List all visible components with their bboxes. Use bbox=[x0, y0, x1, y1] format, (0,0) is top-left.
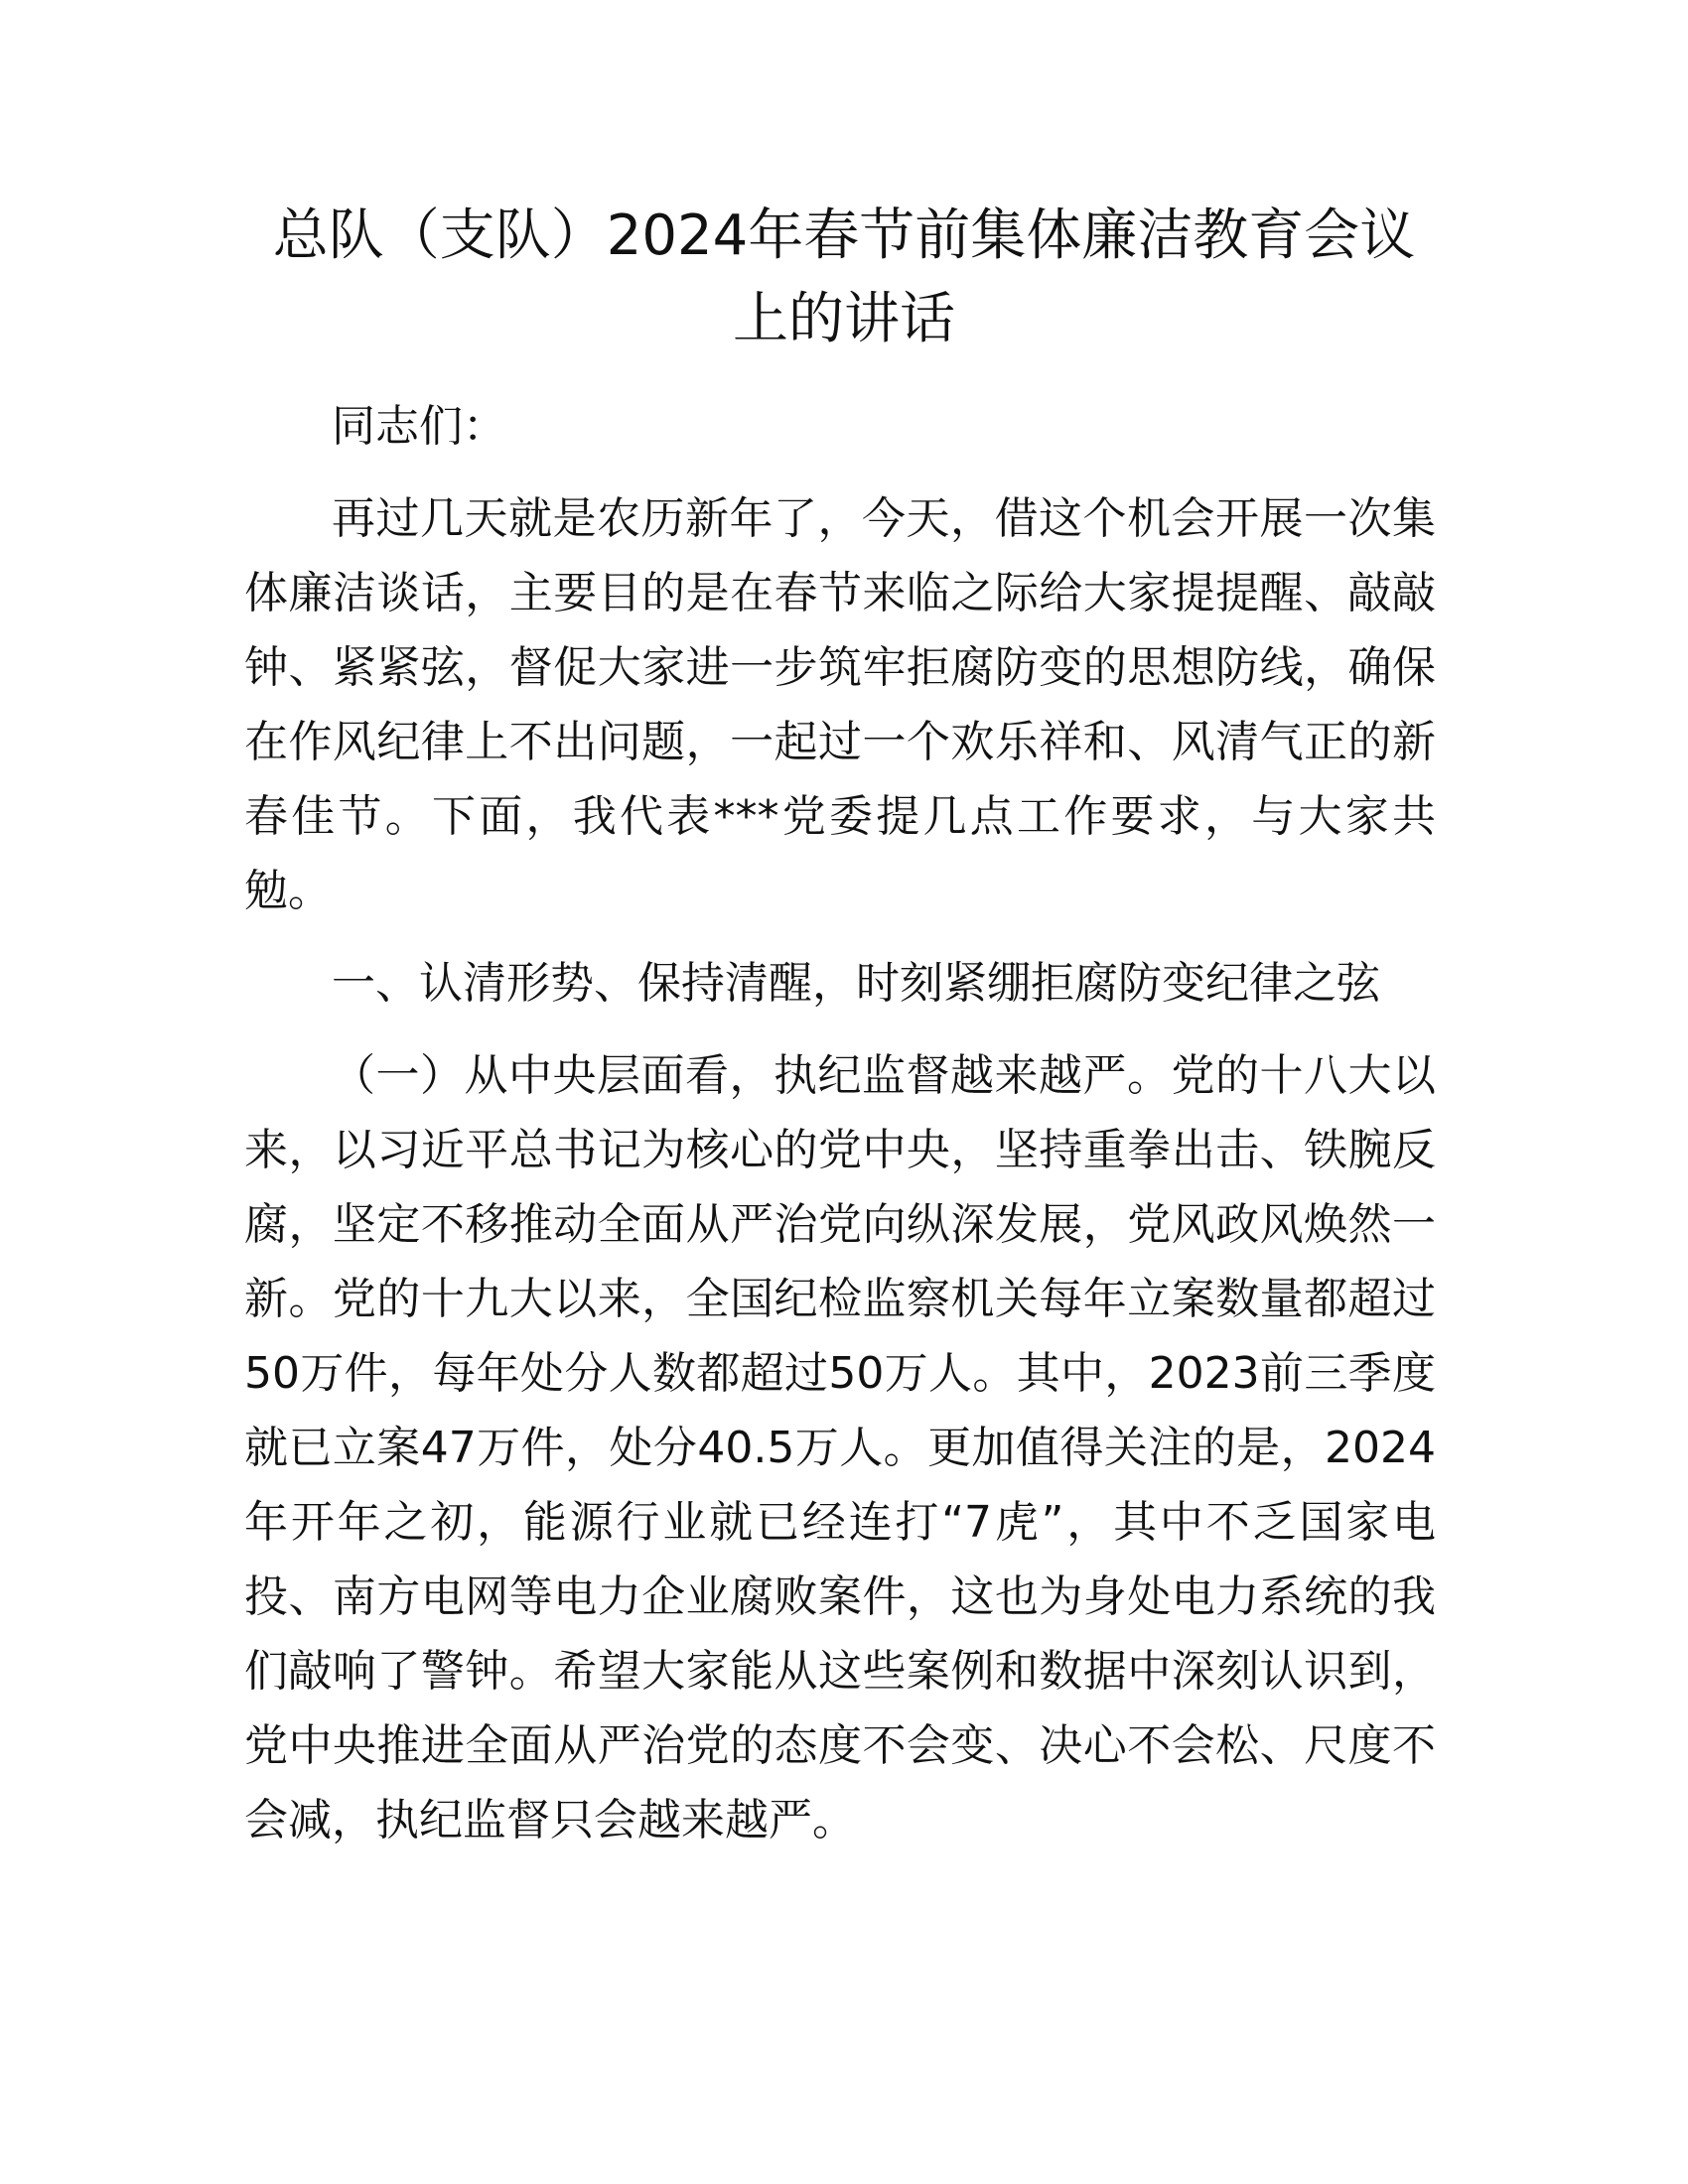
document-title bbox=[238, 195, 1450, 361]
section-heading-1: 一、认清形势、保持清醒，时刻紧绷拒腐防变纪律之弦 bbox=[332, 958, 1380, 1009]
paragraph-intro: 再过几天就是农历新年了，今天，借这个机会开展一次集体廉洁谈话，主要目的是在春节来临之际给大家提提醒、敲敲钟、紧紧弦，督促大家进一步筑牢拒腐防变的思想防线，确保在作风纪律上不出问题，一起过一个欢乐祥和、风清气正的新春佳节。下面，我代表***党委提几点工作要求，与大家共勉。 bbox=[244, 493, 1436, 916]
paragraph-1-1: （一）从中央层面看，执纪监督越来越严。党的十八大以来，以习近平总书记为核心的党中央，坚持重拳出击、铁腕反腐，坚定不移推动全面从严治党向纵深发展，党风政风焕然一新。党的十九大以来，全国纪检监察机关每年立案数量都超过50万件，每年处分人数都超过50万人。其中，2023前三季度就已立案47万件，处分40.5万人。更加值得关注的是，2024年开年之初，能源行业就已经连打“7虎”，其中不乏国家电投、南方电网等电力企业腐败案件，这也为身处电力系统的我们敲响了警钟。希望大家能从这些案例和数据中深刻认识到，党中央推进全面从严治党的态度不会变、决心不会松、尺度不会减，执纪监督只会越来越严。 bbox=[244, 1050, 1436, 1845]
title-line-1: 总队（支队）2024年春节前集体廉洁教育会议 bbox=[272, 204, 1416, 268]
title-line-2: 上的讲话 bbox=[733, 287, 955, 351]
document-body bbox=[244, 389, 1436, 1857]
salutation: 同志们： bbox=[332, 401, 506, 452]
